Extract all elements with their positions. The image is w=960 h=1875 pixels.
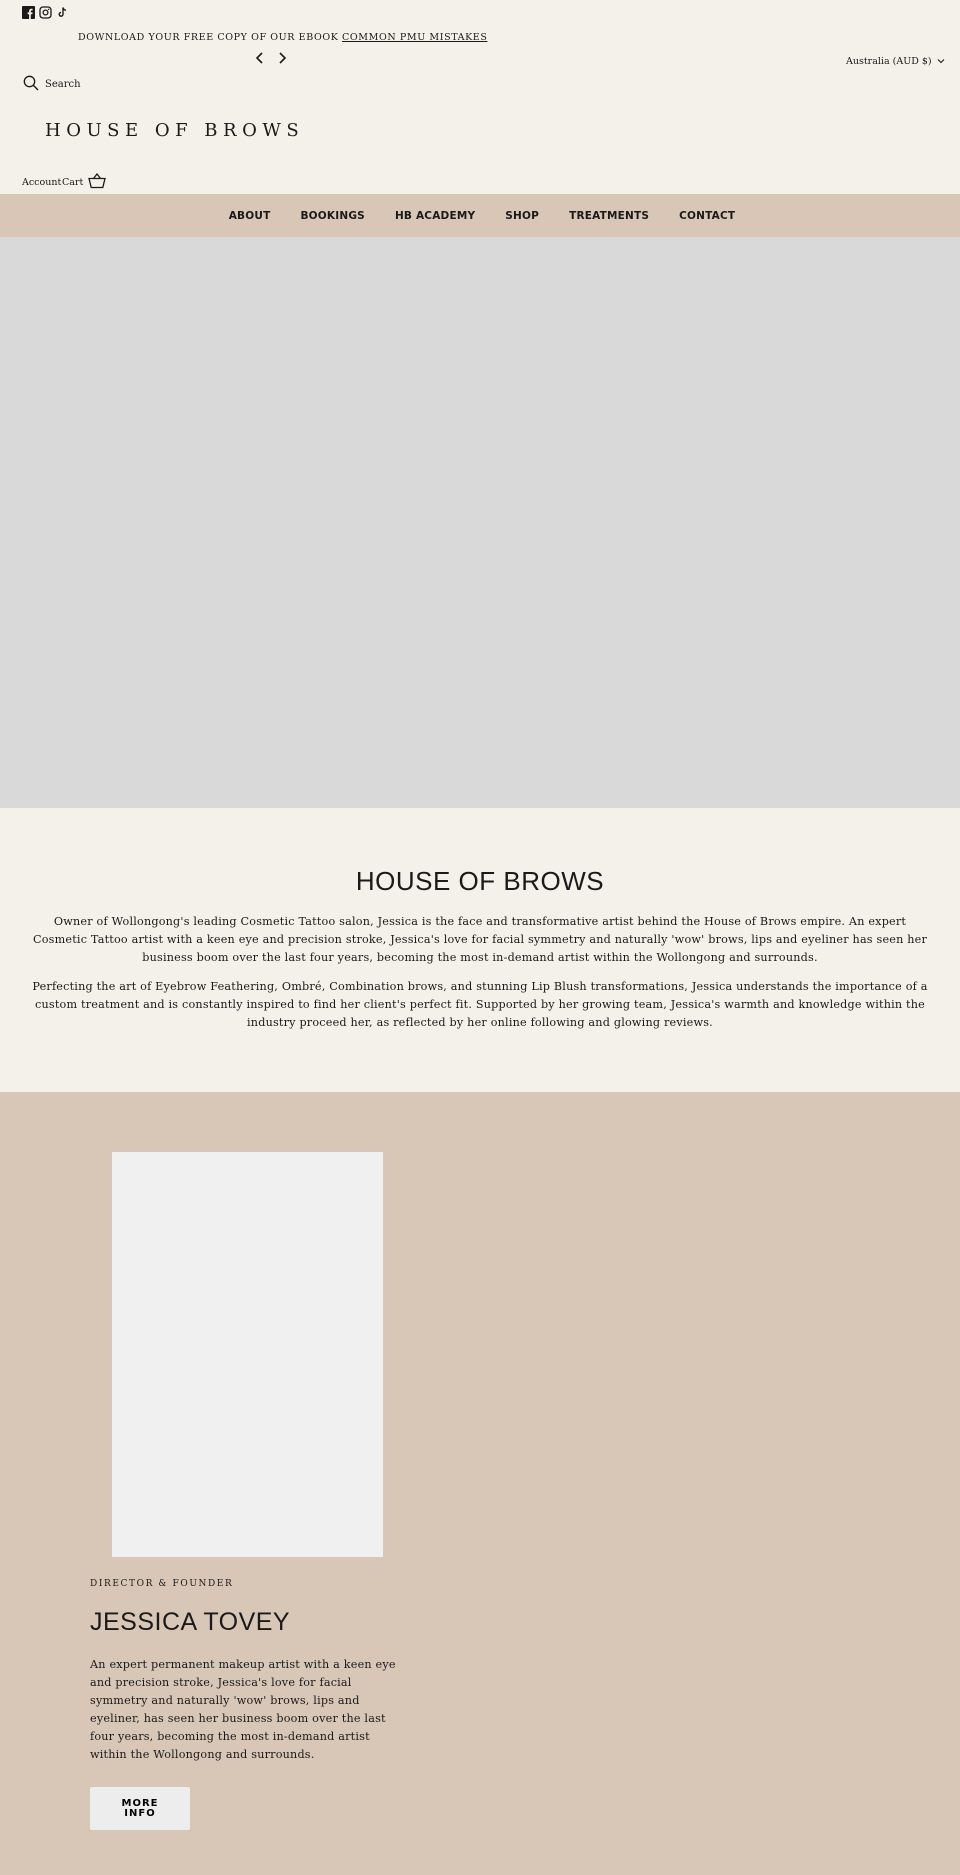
nav-item-shop[interactable]: SHOP xyxy=(505,209,540,222)
social-links xyxy=(22,6,69,19)
main-nav xyxy=(0,194,960,237)
cart-link[interactable] xyxy=(62,173,106,192)
nav-item-hb-academy[interactable]: HB ACADEMY xyxy=(394,209,476,222)
site-logo[interactable]: HOUSE OF BROWS xyxy=(45,120,305,141)
announcement-bar xyxy=(78,32,487,43)
intro-section xyxy=(0,808,960,1092)
currency-label: Australia (AUD $) xyxy=(846,56,932,67)
announcement-arrows xyxy=(254,51,288,65)
founder-bio: An expert permanent makeup artist with a keen eye and precision stroke, Jessica's love for facial symmetry and naturally 'wow' brows, lips and eyeliner, has seen her business boom over the last four years, becoming the most in-demand artist within the Wollongong and surrounds. xyxy=(90,1658,396,1761)
intro-title: HOUSE OF BROWS xyxy=(355,866,605,896)
chevron-left-icon[interactable] xyxy=(254,51,266,65)
intro-paragraph-1: Owner of Wollongong's leading Cosmetic Tattoo salon, Jessica is the face and transformative artist behind the House of Brows empire. An expert Cosmetic Tattoo artist with a keen eye and precision stroke, Jessica's love for facial symmetry and naturally 'wow' brows, lips and eyeliner has seen her business boom over the last four years, becoming the most in-demand artist within the Wollongong and surrounds. xyxy=(32,915,928,964)
site-header xyxy=(0,0,960,194)
nav-item-contact[interactable]: CONTACT xyxy=(679,209,736,222)
instagram-icon[interactable] xyxy=(39,6,52,19)
account-link[interactable]: Account xyxy=(22,177,62,188)
search-label: Search xyxy=(45,79,81,90)
ebook-link[interactable]: COMMON PMU MISTAKES xyxy=(342,32,488,43)
nav-item-about[interactable]: ABOUT xyxy=(228,209,271,222)
intro-paragraph-2: Perfecting the art of Eyebrow Feathering, Ombré, Combination brows, and stunning Lip Blush transformations, Jessica understands the importance of a custom treatment and is constantly inspired to find her client's perfect fit. Supported by her growing team, Jessica's warmth and knowledge within the industry proceed her, as reflected by her online following and glowing reviews. xyxy=(32,980,928,1029)
chevron-right-icon[interactable] xyxy=(276,51,288,65)
cart-label: Cart xyxy=(62,177,84,188)
nav-item-treatments[interactable]: TREATMENTS xyxy=(569,209,650,222)
announcement-text: DOWNLOAD YOUR FREE COPY OF OUR EBOOK xyxy=(78,32,339,43)
nav-item-bookings[interactable]: BOOKINGS xyxy=(300,209,365,222)
currency-selector[interactable] xyxy=(846,56,945,67)
hero-image xyxy=(0,237,960,808)
tiktok-icon[interactable] xyxy=(56,6,69,19)
chevron-down-icon xyxy=(937,56,945,67)
more-info-button[interactable]: MORE INFO xyxy=(90,1787,190,1830)
founder-role: DIRECTOR & FOUNDER xyxy=(90,1579,234,1589)
founder-portrait xyxy=(112,1152,383,1557)
founder-name: JESSICA TOVEY xyxy=(90,1608,291,1636)
basket-icon xyxy=(88,173,106,192)
search-button[interactable] xyxy=(23,75,81,94)
facebook-icon[interactable] xyxy=(22,6,35,19)
team-section xyxy=(0,1092,960,1875)
search-icon xyxy=(23,75,39,94)
